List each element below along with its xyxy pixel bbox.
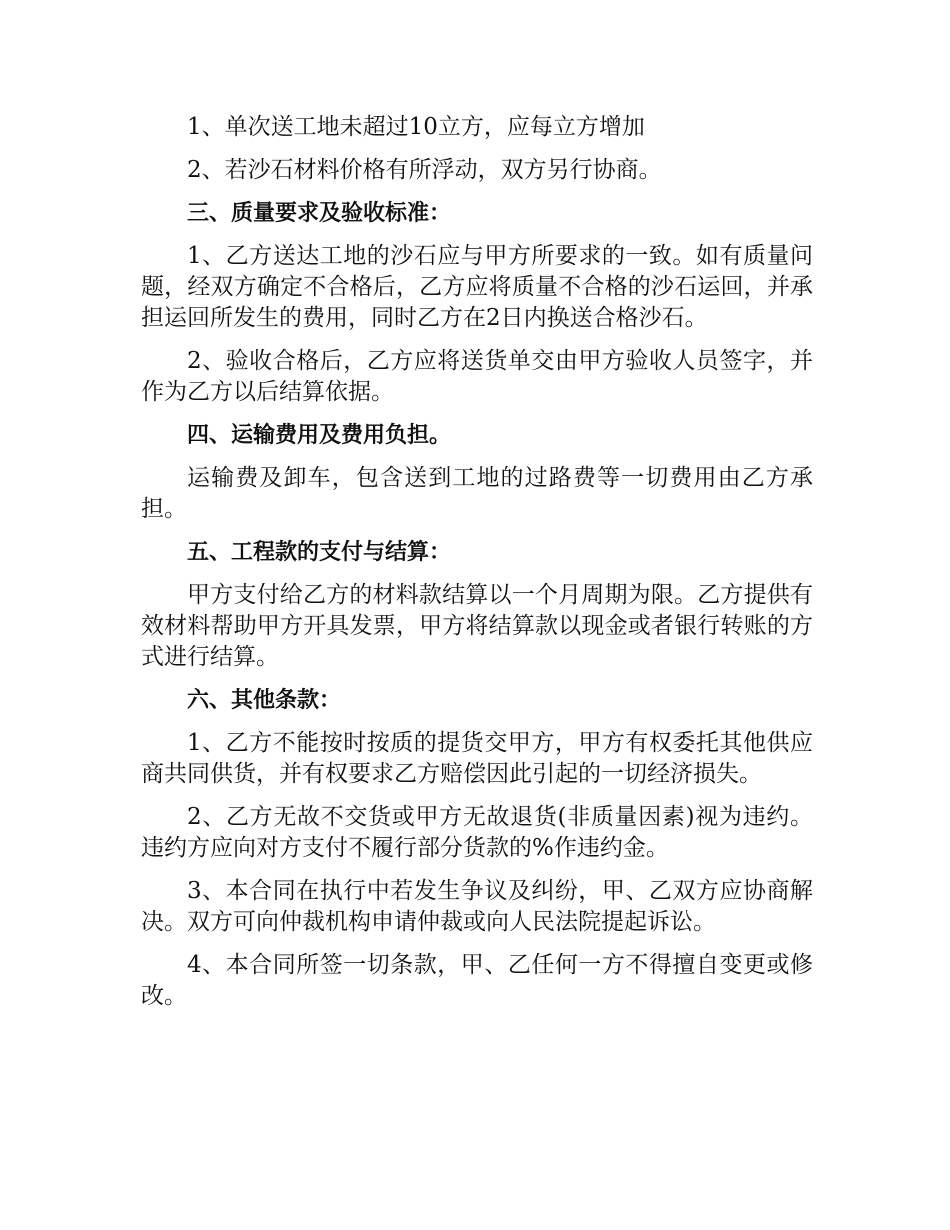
clause-paragraph: 2、若沙石材料价格有所浮动，双方另行协商。 [187, 157, 662, 183]
section-heading: 五、工程款的支付与结算： [187, 540, 452, 565]
clause-paragraph: 3、本合同在执行中若发生争议及纠纷，甲、乙双方应协商解决。双方可向仲裁机构申请仲裁或向人民法院提起诉讼。 [141, 878, 813, 935]
section-heading: 三、质量要求及验收标准： [187, 201, 452, 226]
clause-paragraph: 1、乙方送达工地的沙石应与甲方所要求的一致。如有质量问题，经双方确定不合格后，乙方应将质量不合格的沙石运回，并承担运回所发生的费用，同时乙方在2日内换送合格沙石。 [141, 243, 813, 331]
clause-paragraph: 运输费及卸车，包含送到工地的过路费等一切费用由乙方承担。 [141, 465, 813, 522]
document-body [141, 112, 813, 1024]
clause-paragraph: 1、单次送工地未超过10立方，应每立方增加 [187, 114, 645, 140]
clause-paragraph: 1、乙方不能按时按质的提货交甲方，甲方有权委托其他供应商共同供货，并有权要求乙方赔偿因此引起的一切经济损失。 [141, 730, 813, 787]
clause-paragraph: 4、本合同所签一切条款，甲、乙任何一方不得擅自变更或修改。 [141, 952, 813, 1009]
clause-paragraph: 2、验收合格后，乙方应将送货单交由甲方验收人员签字，并作为乙方以后结算依据。 [141, 348, 813, 405]
section-heading: 六、其他条款： [187, 688, 342, 713]
clause-paragraph: 2、乙方无故不交货或甲方无故退货(非质量因素)视为违约。违约方应向对方支付不履行部分货款的%作违约金。 [141, 804, 813, 861]
clause-paragraph: 甲方支付给乙方的材料款结算以一个月周期为限。乙方提供有效材料帮助甲方开具发票，甲方将结算款以现金或者银行转账的方式进行结算。 [141, 582, 813, 670]
section-heading: 四、运输费用及费用负担。 [187, 423, 452, 448]
